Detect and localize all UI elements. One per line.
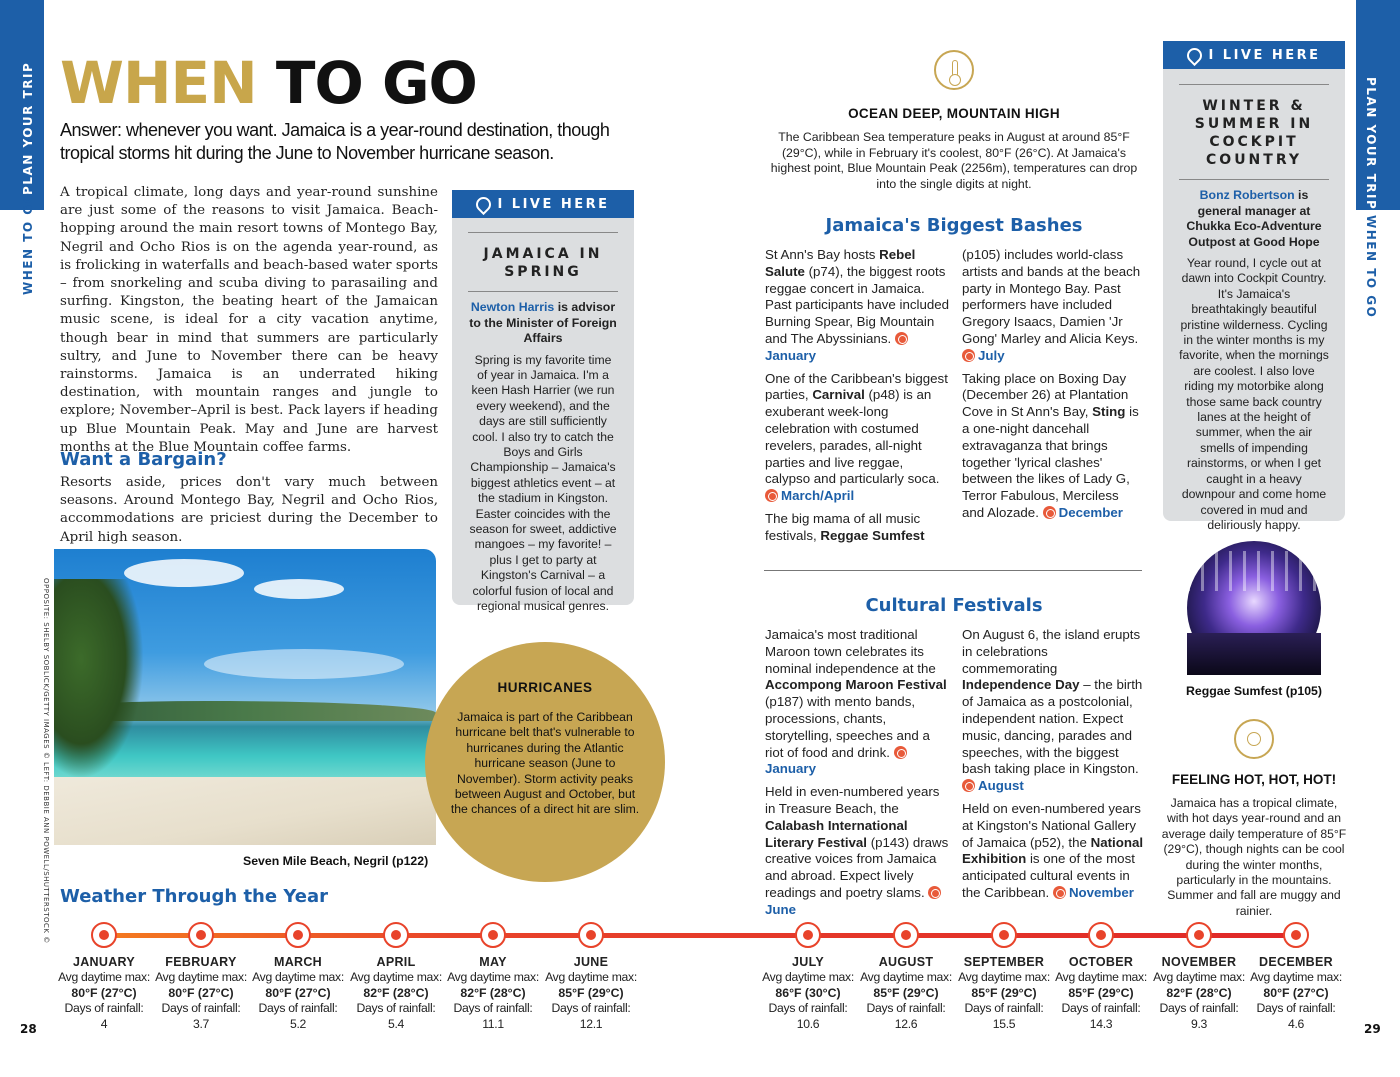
bashes-carnival xyxy=(765,371,950,505)
author-name: Bonz Robertson xyxy=(1199,188,1295,202)
month-rain: 3.7 xyxy=(192,1016,210,1031)
rain-label: Days of rainfall: xyxy=(1159,1001,1239,1016)
weather-month xyxy=(858,955,954,1032)
right-tab-label: PLAN YOUR TRIP xyxy=(1364,77,1378,211)
max-label: Avg daytime max: xyxy=(958,970,1050,984)
month-rain: 5.2 xyxy=(289,1016,307,1031)
rain-label: Days of rainfall: xyxy=(964,1001,1044,1016)
weather-month xyxy=(56,955,152,1032)
month-name: MARCH xyxy=(273,955,323,969)
reggae-caption: Reggae Sumfest (p105) xyxy=(1186,684,1322,698)
live-here-author xyxy=(1163,180,1345,256)
title-dark-part: TO GO xyxy=(275,49,477,117)
month-rain: 5.4 xyxy=(387,1016,405,1031)
rain-label: Days of rainfall: xyxy=(64,1001,144,1016)
calendar-icon xyxy=(765,489,778,502)
max-label: Avg daytime max: xyxy=(447,970,539,984)
max-label: Avg daytime max: xyxy=(252,970,344,984)
event-name: Calabash International Literary Festival xyxy=(765,817,908,850)
month-temp: 82°F (28°C) xyxy=(1166,985,1232,1000)
month-temp: 80°F (27°C) xyxy=(265,985,331,1000)
cultural-col-1 xyxy=(765,627,950,919)
section-divider xyxy=(764,570,1142,571)
rain-icon xyxy=(893,922,919,948)
bashes-rebel-salute xyxy=(765,247,950,365)
max-label: Avg daytime max: xyxy=(1250,970,1342,984)
month-temp: 86°F (30°C) xyxy=(775,985,841,1000)
text: One of the Caribbean's biggest parties, xyxy=(765,370,948,403)
month-rain: 14.3 xyxy=(1089,1016,1113,1031)
bargain-paragraph: Resorts aside, prices don't vary much between seasons. Around Montego Bay, Negril and Ocho Rios, accommodations are priciest during the December to April high season. xyxy=(60,475,438,545)
hurricanes-heading: HURRICANES xyxy=(497,680,593,695)
rain-icon xyxy=(480,922,506,948)
rain-label: Days of rainfall: xyxy=(161,1001,241,1016)
weather-month xyxy=(956,955,1052,1032)
text: (p187) with mento bands, processions, chants, storytelling, speeches and a riot of food and drink. xyxy=(765,694,930,760)
calendar-icon xyxy=(1043,506,1056,519)
calendar-icon xyxy=(928,886,941,899)
calendar-icon xyxy=(1053,886,1066,899)
weather-month xyxy=(1248,955,1344,1032)
max-label: Avg daytime max: xyxy=(1055,970,1147,984)
live-here-label: I LIVE HERE xyxy=(497,196,610,212)
max-label: Avg daytime max: xyxy=(762,970,854,984)
sun-icon xyxy=(285,922,311,948)
rain-label: Days of rainfall: xyxy=(1061,1001,1141,1016)
live-here-author xyxy=(452,292,634,353)
page-title xyxy=(60,49,477,117)
bashes-sumfest-start xyxy=(765,511,950,545)
live-here-text: Year round, I cycle out at dawn into Cockpit Country. It's Jamaica's breathtakingly beautiful pristine wilderness. Cycling in the winter months is my favorite, when the mornings are coolest. I also love riding my motorbike along those same back country lanes at the height of summer, when the air smells of impending rainstorms, or when I get caught in a heavy downpour and come home covered in mud and deliriously happy. xyxy=(1179,256,1329,532)
month-tag: December xyxy=(1058,504,1123,520)
calendar-icon xyxy=(894,746,907,759)
hurricanes-text: Jamaica is part of the Caribbean hurricane belt that's vulnerable to hurricanes during the Atlantic hurricane season (June to November). Storm activity peaks between August and October, but the chances of a direct hit are slim. xyxy=(450,710,640,817)
weather-timeline xyxy=(104,933,1296,938)
cultural-heading: Cultural Festivals xyxy=(865,595,1043,616)
calendar-icon xyxy=(962,779,975,792)
month-rain: 12.6 xyxy=(894,1016,918,1031)
weather-heading: Weather Through the Year xyxy=(60,886,328,907)
month-name: NOVEMBER xyxy=(1161,955,1237,969)
rain-icon xyxy=(795,922,821,948)
text: Held on even-numbered years at Kingston's National Gallery of Jamaica (p52), the xyxy=(962,800,1141,850)
weather-month xyxy=(250,955,346,1032)
rain-icon xyxy=(1088,922,1114,948)
month-name: SEPTEMBER xyxy=(963,955,1045,969)
page-number-left: 28 xyxy=(20,1022,37,1036)
photo-credit xyxy=(36,578,50,944)
live-here-box-spring xyxy=(452,190,634,613)
event-name: Independence Day xyxy=(962,677,1080,693)
bashes-sting xyxy=(962,371,1142,522)
right-side-tab xyxy=(1356,0,1400,210)
text: (p105) includes world-class artists and bands at the beach party in Montego Bay. Past performers have included Gregory Isaacs, Damien 'Jr Gong' Marley and Alicia Keys. xyxy=(962,247,1141,346)
rain-label: Days of rainfall: xyxy=(866,1001,946,1016)
live-here-label: I LIVE HERE xyxy=(1208,47,1321,63)
month-tag: June xyxy=(765,901,797,917)
weather-month xyxy=(348,955,444,1032)
photo-credit-text: OPPOSITE: SHELBY SOBLICK/GETTY IMAGES © LEFT: DEBBIE ANN POWELL/SHUTTERSTOCK © xyxy=(42,578,50,944)
rain-icon xyxy=(1186,922,1212,948)
left-section-label: WHEN TO GO xyxy=(21,191,35,295)
weather-month xyxy=(543,955,639,1032)
rain-label: Days of rainfall: xyxy=(356,1001,436,1016)
month-tag: March/April xyxy=(781,488,855,504)
month-temp: 80°F (27°C) xyxy=(1263,985,1329,1000)
calendar-icon xyxy=(895,332,908,345)
title-line: JAMAICA IN xyxy=(483,246,603,262)
month-tag: August xyxy=(978,778,1024,794)
month-temp: 82°F (28°C) xyxy=(460,985,526,1000)
page-number-right: 29 xyxy=(1364,1022,1381,1036)
hot-heading: FEELING HOT, HOT, HOT! xyxy=(1171,772,1337,787)
weather-month xyxy=(1151,955,1247,1032)
month-rain: 4.6 xyxy=(1287,1016,1305,1031)
rain-label: Days of rainfall: xyxy=(258,1001,338,1016)
month-rain: 12.1 xyxy=(579,1016,603,1031)
sun-icon xyxy=(383,922,409,948)
text: is a one-night dancehall extravaganza that brings together 'lyrical clashes' between the likes of Lady G, Terror Fabulous, Merciless and Alozade. xyxy=(962,404,1139,520)
month-name: APRIL xyxy=(376,955,416,969)
month-rain: 9.3 xyxy=(1190,1016,1208,1031)
month-name: JUNE xyxy=(573,955,609,969)
cultural-independence xyxy=(962,627,1144,795)
month-name: JULY xyxy=(791,955,824,969)
thermometer-icon xyxy=(934,50,974,90)
cultural-national-exhibition xyxy=(962,801,1144,902)
author-role: is general manager at Chukka Eco-Adventure Outpost at Good Hope xyxy=(1186,188,1322,249)
bashes-heading: Jamaica's Biggest Bashes xyxy=(825,215,1083,236)
title-line: WINTER & xyxy=(1202,98,1306,114)
weather-month xyxy=(153,955,249,1032)
right-section-label: WHEN TO GO xyxy=(1364,215,1378,319)
month-temp: 85°F (29°C) xyxy=(873,985,939,1000)
max-label: Avg daytime max: xyxy=(58,970,150,984)
month-temp: 85°F (29°C) xyxy=(558,985,624,1000)
month-tag: January xyxy=(765,347,816,363)
rain-label: Days of rainfall: xyxy=(1256,1001,1336,1016)
text: Held in even-numbered years in Treasure Beach, the xyxy=(765,784,940,816)
live-here-box-cockpit xyxy=(1163,41,1345,532)
text: (p74), the biggest roots reggae concert in Jamaica. Past participants have included Burning Spear, Big Mountain and The Abyssinians. xyxy=(765,263,950,346)
title-gold-part: WHEN xyxy=(60,49,257,117)
ocean-text: The Caribbean Sea temperature peaks in August at around 85°F (29°C), while in February it's coolest, 80°F (26°C). At Jamaica's highest point, Blue Mountain Peak (2256m), temperatures can drop into the single digits at night. xyxy=(770,130,1138,191)
month-tag: July xyxy=(978,347,1005,363)
text: (p48) is an exuberant week-long celebration with costumed revelers, parades, all-night parties and live reggae, calypso and particularly soca. xyxy=(765,387,940,487)
month-rain: 11.1 xyxy=(482,1016,504,1031)
reggae-sumfest-photo xyxy=(1187,541,1321,675)
month-name: MAY xyxy=(479,955,507,969)
rain-label: Days of rainfall: xyxy=(551,1001,631,1016)
text: On August 6, the island erupts in celebrations commemorating xyxy=(962,627,1141,676)
title-line: COCKPIT xyxy=(1209,134,1299,150)
month-temp: 85°F (29°C) xyxy=(1068,985,1134,1000)
max-label: Avg daytime max: xyxy=(155,970,247,984)
rain-icon xyxy=(991,922,1017,948)
title-line: SUMMER IN xyxy=(1194,116,1314,132)
month-tag: January xyxy=(765,761,816,777)
sun-icon xyxy=(1234,719,1274,759)
rain-label: Days of rainfall: xyxy=(453,1001,533,1016)
sun-icon xyxy=(91,922,117,948)
intro-paragraph: A tropical climate, long days and year-round sunshine are just some of the reasons to visit Jamaica. Beach-hopping around the main resort towns of Montego Bay, Negril and Ocho Rios is on the agenda year-round, as is frolicking in waterfalls and beach-based water sports – from snorkeling and scuba diving to parasailing and surfing. Kingston, the beating heart of the Jamaican music scene, is ideal for a city vacation anytime, though bear in mind that summers are particularly sultry, and June to November there can be heavy rainstorms. Jamaica is an underrated hiking destination, with mountain ranges and jungle to explore; November–April is best. Pack layers if heading up Blue Mountain Peak. May and June are harvest months at the Blue Mountain coffee farms. xyxy=(60,185,439,455)
max-label: Avg daytime max: xyxy=(350,970,442,984)
month-name: DECEMBER xyxy=(1259,955,1333,969)
month-name: FEBRUARY xyxy=(165,955,237,969)
text: St Ann's Bay hosts xyxy=(765,247,880,262)
max-label: Avg daytime max: xyxy=(860,970,952,984)
month-name: JANUARY xyxy=(72,955,136,969)
map-pin-icon xyxy=(1184,44,1205,65)
bashes-col-1 xyxy=(765,247,950,545)
live-here-title xyxy=(452,233,634,291)
month-rain: 4 xyxy=(100,1016,108,1031)
weather-month xyxy=(760,955,856,1032)
max-label: Avg daytime max: xyxy=(545,970,637,984)
event-name: Rebel Salute xyxy=(765,247,916,279)
rain-icon xyxy=(578,922,604,948)
event-name: National Exhibition xyxy=(962,834,1144,867)
month-tag: November xyxy=(1068,884,1134,900)
author-role: is advisor to the Minister of Foreign Affairs xyxy=(469,300,617,345)
live-here-header xyxy=(1163,41,1345,69)
hot-text: Jamaica has a tropical climate, with hot days year-round and an average daily temperature of 85°F (29°C), though nights can be cool during the winter months, particularly in the mountains. Summer and fall are muggy and rainier. xyxy=(1161,796,1347,918)
left-tab-label: PLAN YOUR TRIP xyxy=(21,61,35,195)
weather-month xyxy=(445,955,541,1032)
text: Taking place on Boxing Day (December 26) at Plantation Cove in St Ann's Bay, xyxy=(962,370,1129,420)
live-here-title xyxy=(1163,85,1345,179)
author-name: Newton Harris xyxy=(470,300,555,314)
event-name: Sting xyxy=(1092,404,1126,420)
live-here-text: Spring is my favorite time of year in Jamaica. I'm a keen Hash Harrier (we run every weekend), and the days are still sufficiently cool. I also try to catch the Boys and Girls Championship – Jamaica's biggest athletics event – at the stadium in Kingston. Easter coincides with the season for sweet, addictive mangoes – my favorite! – plus I get to party at Kingston's Carnival – a colorful fusion of local and regional musical genres. xyxy=(469,352,617,613)
title-line: SPRING xyxy=(504,264,582,280)
max-label: Avg daytime max: xyxy=(1153,970,1245,984)
event-name: Accompong Maroon Festival xyxy=(765,677,947,693)
calendar-icon xyxy=(962,349,975,362)
text: – the birth of Jamaica as a postcolonial, independent nation. Expect music, dancing, parades and speeches, with the biggest bash taking place in Kingston. xyxy=(962,677,1143,777)
hurricanes-circle xyxy=(425,642,665,882)
event-name: Carnival xyxy=(812,387,865,403)
map-pin-icon xyxy=(473,193,494,214)
month-temp: 82°F (28°C) xyxy=(363,985,429,1000)
ocean-heading: OCEAN DEEP, MOUNTAIN HIGH xyxy=(848,106,1060,121)
bashes-col-2 xyxy=(962,247,1142,522)
live-here-header xyxy=(452,190,634,218)
cultural-accompong xyxy=(765,627,950,778)
beach-photo xyxy=(54,549,436,845)
event-name: Reggae Sumfest xyxy=(820,527,925,543)
month-rain: 15.5 xyxy=(992,1016,1016,1031)
month-temp: 80°F (27°C) xyxy=(168,985,234,1000)
sun-icon xyxy=(1283,922,1309,948)
month-temp: 85°F (29°C) xyxy=(971,985,1037,1000)
text: The big mama of all music festivals, xyxy=(765,510,921,543)
text: Jamaica's most traditional Maroon town celebrates its nominal independence at the xyxy=(765,627,936,676)
month-rain: 10.6 xyxy=(796,1016,820,1031)
bashes-sumfest-cont xyxy=(962,247,1142,365)
beach-caption: Seven Mile Beach, Negril (p122) xyxy=(243,854,429,868)
rain-label: Days of rainfall: xyxy=(768,1001,848,1016)
cultural-col-2 xyxy=(962,627,1144,902)
bargain-heading: Want a Bargain? xyxy=(60,449,227,470)
month-name: OCTOBER xyxy=(1068,955,1134,969)
month-name: AUGUST xyxy=(878,955,934,969)
title-line: COUNTRY xyxy=(1206,152,1302,168)
month-temp: 80°F (27°C) xyxy=(71,985,137,1000)
text: is one of the most anticipated cultural events in the Caribbean. xyxy=(962,851,1135,900)
weather-month xyxy=(1053,955,1149,1032)
cultural-calabash xyxy=(765,784,950,918)
page-subtitle: Answer: whenever you want. Jamaica is a year-round destination, though tropical storms hit during the June to November hurricane season. xyxy=(60,120,610,163)
sun-icon xyxy=(188,922,214,948)
text: (p143) draws creative voices from Jamaica and abroad. Expect lively readings and poetry slams. xyxy=(765,834,949,900)
